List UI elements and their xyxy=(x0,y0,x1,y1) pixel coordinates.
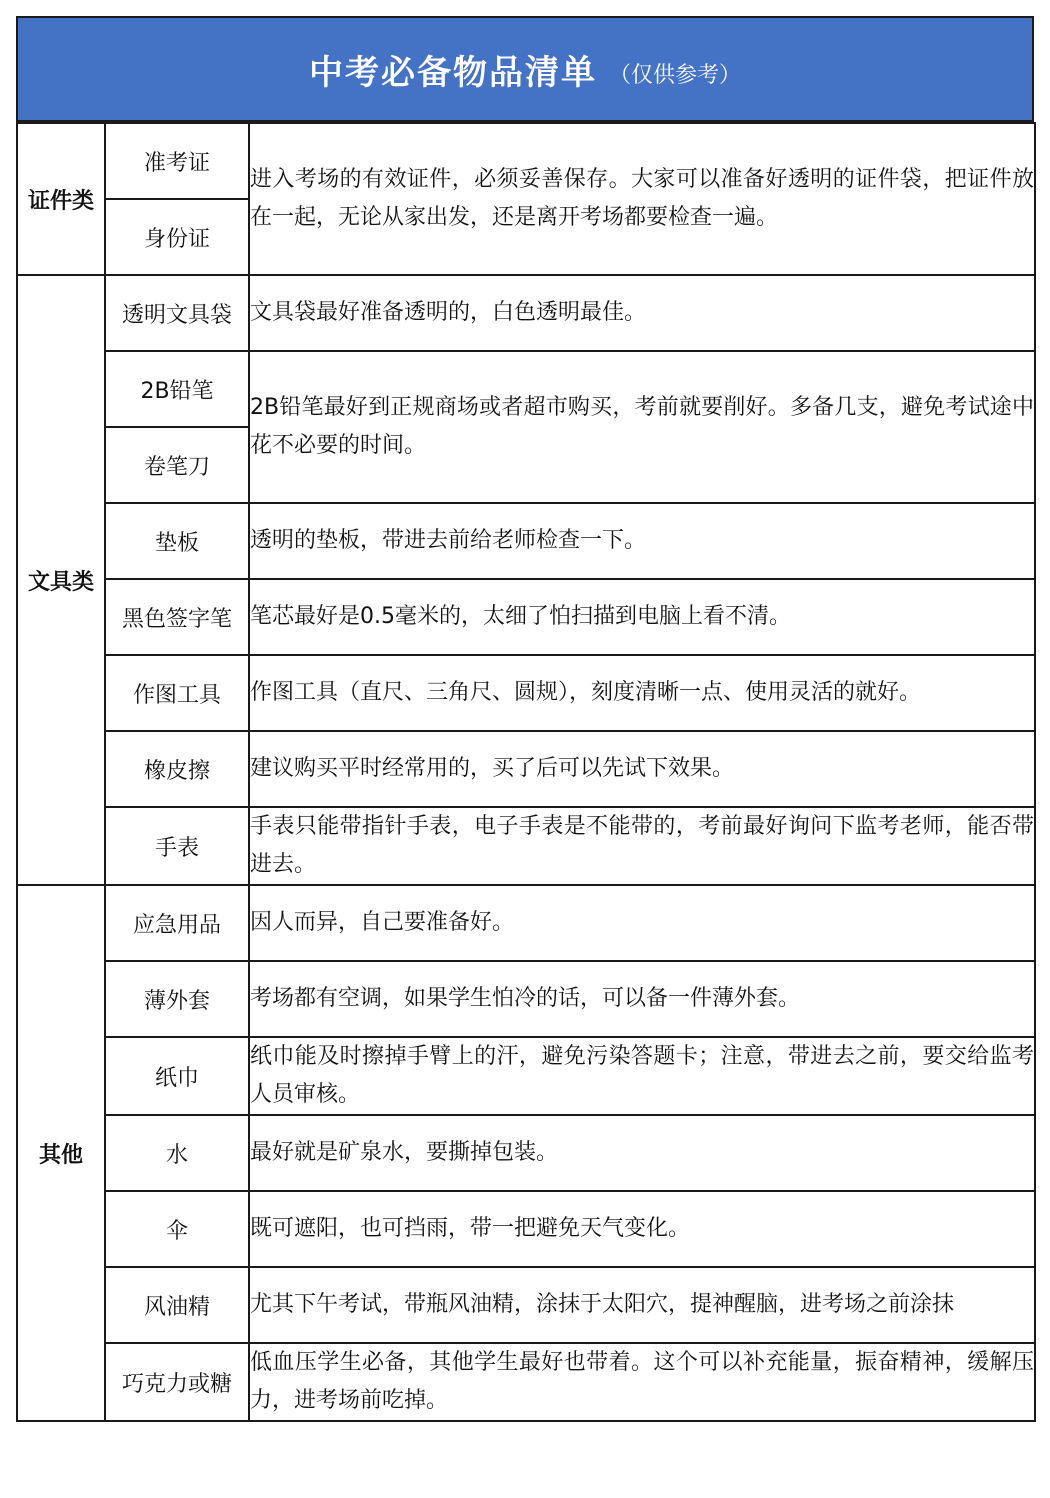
item-cell: 薄外套 xyxy=(105,961,249,1037)
description-cell: 笔芯最好是0.5毫米的，太细了怕扫描到电脑上看不清。 xyxy=(249,579,1035,655)
description-cell: 纸巾能及时擦掉手臂上的汗，避免污染答题卡；注意，带进去之前，要交给监考人员审核。 xyxy=(249,1037,1035,1115)
table-row xyxy=(17,885,1035,961)
description-cell: 低血压学生必备，其他学生最好也带着。这个可以补充能量，振奋精神，缓解压力，进考场前吃掉。 xyxy=(249,1343,1035,1421)
description-cell: 因人而异，自己要准备好。 xyxy=(249,885,1035,961)
description-cell: 透明的垫板，带进去前给老师检查一下。 xyxy=(249,503,1035,579)
table-row xyxy=(17,1115,1035,1191)
table-row xyxy=(17,1267,1035,1343)
table-row xyxy=(17,1037,1035,1115)
table-row xyxy=(17,961,1035,1037)
description-cell: 作图工具（直尺、三角尺、圆规），刻度清晰一点、使用灵活的就好。 xyxy=(249,655,1035,731)
page-title: 中考必备物品清单 xyxy=(308,52,597,93)
category-cell: 证件类 xyxy=(17,123,105,275)
description-cell: 既可遮阳，也可挡雨，带一把避免天气变化。 xyxy=(249,1191,1035,1267)
item-cell: 应急用品 xyxy=(105,885,249,961)
item-cell: 伞 xyxy=(105,1191,249,1267)
description-cell: 最好就是矿泉水，要撕掉包装。 xyxy=(249,1115,1035,1191)
item-cell: 作图工具 xyxy=(105,655,249,731)
item-cell: 橡皮擦 xyxy=(105,731,249,807)
table-row xyxy=(17,123,1035,199)
item-cell: 巧克力或糖 xyxy=(105,1343,249,1421)
table-row xyxy=(17,731,1035,807)
category-cell: 其他 xyxy=(17,885,105,1421)
item-cell: 准考证 xyxy=(105,123,249,199)
description-cell: 文具袋最好准备透明的，白色透明最佳。 xyxy=(249,275,1035,351)
table-row xyxy=(17,503,1035,579)
title-bar xyxy=(16,16,1034,122)
description-cell: 尤其下午考试，带瓶风油精，涂抹于太阳穴，提神醒脑，进考场之前涂抹 xyxy=(249,1267,1035,1343)
item-cell: 手表 xyxy=(105,807,249,885)
table-row xyxy=(17,655,1035,731)
table-row xyxy=(17,579,1035,655)
description-cell: 手表只能带指针手表，电子手表是不能带的，考前最好询问下监考老师，能否带进去。 xyxy=(249,807,1035,885)
item-cell: 纸巾 xyxy=(105,1037,249,1115)
item-cell: 透明文具袋 xyxy=(105,275,249,351)
item-cell: 2B铅笔 xyxy=(105,351,249,427)
category-cell: 文具类 xyxy=(17,275,105,885)
description-cell: 考场都有空调，如果学生怕冷的话，可以备一件薄外套。 xyxy=(249,961,1035,1037)
item-cell: 水 xyxy=(105,1115,249,1191)
description-cell: 2B铅笔最好到正规商场或者超市购买，考前就要削好。多备几支，避免考试途中花不必要的时间。 xyxy=(249,351,1035,503)
item-cell: 身份证 xyxy=(105,199,249,275)
table-row xyxy=(17,275,1035,351)
item-cell: 垫板 xyxy=(105,503,249,579)
checklist-sheet xyxy=(16,16,1034,1481)
description-cell: 建议购买平时经常用的，买了后可以先试下效果。 xyxy=(249,731,1035,807)
table-row xyxy=(17,1343,1035,1421)
item-cell: 卷笔刀 xyxy=(105,427,249,503)
item-cell: 风油精 xyxy=(105,1267,249,1343)
title-note: （仅供参考） xyxy=(608,62,741,88)
item-cell: 黑色签字笔 xyxy=(105,579,249,655)
table-row xyxy=(17,807,1035,885)
table-row xyxy=(17,351,1035,427)
description-cell: 进入考场的有效证件，必须妥善保存。大家可以准备好透明的证件袋，把证件放在一起，无论从家出发，还是离开考场都要检查一遍。 xyxy=(249,123,1035,275)
table-row xyxy=(17,1191,1035,1267)
checklist-table xyxy=(16,122,1036,1422)
